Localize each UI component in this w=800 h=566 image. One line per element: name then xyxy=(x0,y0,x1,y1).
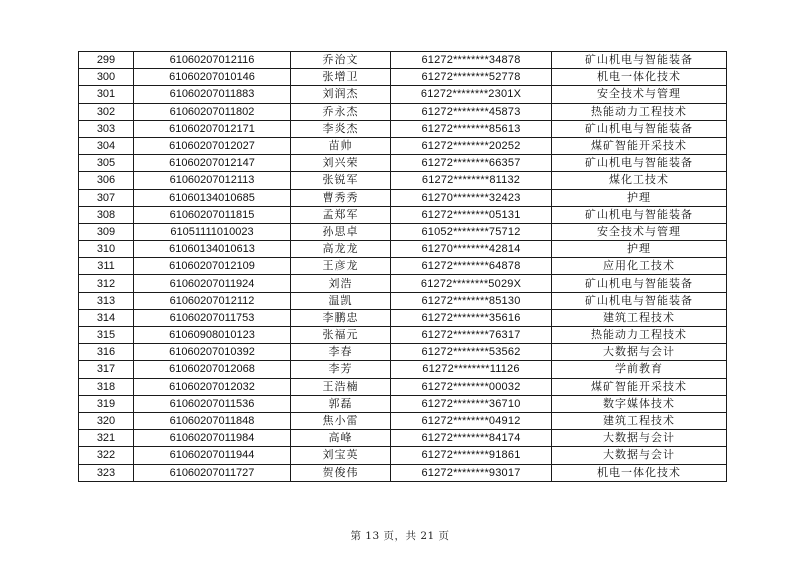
id-number-cell: 61272********84174 xyxy=(391,430,552,447)
table-row xyxy=(79,223,727,240)
exam-ticket-cell: 61060134010685 xyxy=(134,189,291,206)
row-number-cell: 320 xyxy=(79,412,134,429)
student-name-cell: 李春 xyxy=(291,344,391,361)
row-number-cell: 321 xyxy=(79,430,134,447)
id-number-cell: 61272********20252 xyxy=(391,137,552,154)
major-cell: 应用化工技术 xyxy=(552,258,727,275)
exam-ticket-cell: 61060207012027 xyxy=(134,137,291,154)
table-row xyxy=(79,361,727,378)
student-name-cell: 李芳 xyxy=(291,361,391,378)
table-row xyxy=(79,120,727,137)
exam-ticket-cell: 61060207011753 xyxy=(134,309,291,326)
id-number-cell: 61272********36710 xyxy=(391,395,552,412)
student-name-cell: 温凯 xyxy=(291,292,391,309)
row-number-cell: 315 xyxy=(79,327,134,344)
exam-ticket-cell: 61060207011536 xyxy=(134,395,291,412)
table-row xyxy=(79,103,727,120)
table-row xyxy=(79,430,727,447)
id-number-cell: 61272********52778 xyxy=(391,69,552,86)
table-row xyxy=(79,206,727,223)
exam-ticket-cell: 61060207012068 xyxy=(134,361,291,378)
major-cell: 护理 xyxy=(552,189,727,206)
table-row xyxy=(79,86,727,103)
row-number-cell: 311 xyxy=(79,258,134,275)
table-row xyxy=(79,447,727,464)
id-number-cell: 61272********85130 xyxy=(391,292,552,309)
major-cell: 热能动力工程技术 xyxy=(552,327,727,344)
exam-ticket-cell: 61060207012109 xyxy=(134,258,291,275)
id-number-cell: 61272********93017 xyxy=(391,464,552,481)
id-number-cell: 61272********45873 xyxy=(391,103,552,120)
student-name-cell: 苗帅 xyxy=(291,137,391,154)
major-cell: 安全技术与管理 xyxy=(552,86,727,103)
table-row xyxy=(79,69,727,86)
row-number-cell: 318 xyxy=(79,378,134,395)
student-name-cell: 张增卫 xyxy=(291,69,391,86)
student-name-cell: 郭磊 xyxy=(291,395,391,412)
row-number-cell: 308 xyxy=(79,206,134,223)
major-cell: 矿山机电与智能装备 xyxy=(552,52,727,69)
major-cell: 大数据与会计 xyxy=(552,344,727,361)
row-number-cell: 317 xyxy=(79,361,134,378)
row-number-cell: 322 xyxy=(79,447,134,464)
exam-ticket-cell: 61060207012171 xyxy=(134,120,291,137)
id-number-cell: 61272********66357 xyxy=(391,155,552,172)
exam-ticket-cell: 61060207010146 xyxy=(134,69,291,86)
exam-ticket-cell: 61060207010392 xyxy=(134,344,291,361)
exam-ticket-cell: 61060207011815 xyxy=(134,206,291,223)
row-number-cell: 319 xyxy=(79,395,134,412)
major-cell: 煤矿智能开采技术 xyxy=(552,137,727,154)
id-number-cell: 61272********53562 xyxy=(391,344,552,361)
table-row xyxy=(79,241,727,258)
id-number-cell: 61272********11126 xyxy=(391,361,552,378)
row-number-cell: 306 xyxy=(79,172,134,189)
major-cell: 护理 xyxy=(552,241,727,258)
student-name-cell: 刘润杰 xyxy=(291,86,391,103)
id-number-cell: 61272********05131 xyxy=(391,206,552,223)
exam-ticket-cell: 61060207011848 xyxy=(134,412,291,429)
row-number-cell: 305 xyxy=(79,155,134,172)
student-roster-table xyxy=(78,51,727,482)
id-number-cell: 61272********5029X xyxy=(391,275,552,292)
id-number-cell: 61272********85613 xyxy=(391,120,552,137)
major-cell: 数字媒体技术 xyxy=(552,395,727,412)
major-cell: 大数据与会计 xyxy=(552,447,727,464)
id-number-cell: 61272********04912 xyxy=(391,412,552,429)
id-number-cell: 61270********32423 xyxy=(391,189,552,206)
student-name-cell: 王彦龙 xyxy=(291,258,391,275)
exam-ticket-cell: 61060134010613 xyxy=(134,241,291,258)
student-name-cell: 孙思卓 xyxy=(291,223,391,240)
major-cell: 煤矿智能开采技术 xyxy=(552,378,727,395)
id-number-cell: 61272********76317 xyxy=(391,327,552,344)
student-name-cell: 乔治文 xyxy=(291,52,391,69)
student-name-cell: 刘兴荣 xyxy=(291,155,391,172)
exam-ticket-cell: 61060207011944 xyxy=(134,447,291,464)
exam-ticket-cell: 61060207011984 xyxy=(134,430,291,447)
id-number-cell: 61272********91861 xyxy=(391,447,552,464)
student-name-cell: 高龙龙 xyxy=(291,241,391,258)
table-row xyxy=(79,52,727,69)
row-number-cell: 302 xyxy=(79,103,134,120)
exam-ticket-cell: 61060908010123 xyxy=(134,327,291,344)
table-row xyxy=(79,327,727,344)
row-number-cell: 300 xyxy=(79,69,134,86)
row-number-cell: 312 xyxy=(79,275,134,292)
table-row xyxy=(79,275,727,292)
exam-ticket-cell: 61060207011883 xyxy=(134,86,291,103)
major-cell: 矿山机电与智能装备 xyxy=(552,155,727,172)
table-row xyxy=(79,258,727,275)
table-row xyxy=(79,395,727,412)
row-number-cell: 323 xyxy=(79,464,134,481)
exam-ticket-cell: 61060207011924 xyxy=(134,275,291,292)
major-cell: 机电一体化技术 xyxy=(552,464,727,481)
student-name-cell: 乔永杰 xyxy=(291,103,391,120)
table-row xyxy=(79,309,727,326)
major-cell: 煤化工技术 xyxy=(552,172,727,189)
id-number-cell: 61272********81132 xyxy=(391,172,552,189)
row-number-cell: 299 xyxy=(79,52,134,69)
major-cell: 机电一体化技术 xyxy=(552,69,727,86)
exam-ticket-cell: 61051111010023 xyxy=(134,223,291,240)
row-number-cell: 313 xyxy=(79,292,134,309)
row-number-cell: 310 xyxy=(79,241,134,258)
id-number-cell: 61272********64878 xyxy=(391,258,552,275)
student-name-cell: 李鹏忠 xyxy=(291,309,391,326)
id-number-cell: 61272********34878 xyxy=(391,52,552,69)
id-number-cell: 61272********35616 xyxy=(391,309,552,326)
student-name-cell: 张锐军 xyxy=(291,172,391,189)
row-number-cell: 301 xyxy=(79,86,134,103)
row-number-cell: 304 xyxy=(79,137,134,154)
exam-ticket-cell: 61060207012113 xyxy=(134,172,291,189)
student-name-cell: 曹秀秀 xyxy=(291,189,391,206)
major-cell: 大数据与会计 xyxy=(552,430,727,447)
row-number-cell: 307 xyxy=(79,189,134,206)
student-name-cell: 高峰 xyxy=(291,430,391,447)
student-name-cell: 焦小雷 xyxy=(291,412,391,429)
major-cell: 矿山机电与智能装备 xyxy=(552,206,727,223)
student-name-cell: 刘宝英 xyxy=(291,447,391,464)
student-name-cell: 孟郑军 xyxy=(291,206,391,223)
exam-ticket-cell: 61060207012032 xyxy=(134,378,291,395)
exam-ticket-cell: 61060207012147 xyxy=(134,155,291,172)
table-row xyxy=(79,378,727,395)
row-number-cell: 309 xyxy=(79,223,134,240)
table-row xyxy=(79,464,727,481)
table-row xyxy=(79,137,727,154)
major-cell: 建筑工程技术 xyxy=(552,412,727,429)
major-cell: 热能动力工程技术 xyxy=(552,103,727,120)
table-row xyxy=(79,292,727,309)
major-cell: 建筑工程技术 xyxy=(552,309,727,326)
exam-ticket-cell: 61060207011727 xyxy=(134,464,291,481)
student-name-cell: 王浩楠 xyxy=(291,378,391,395)
id-number-cell: 61052********75712 xyxy=(391,223,552,240)
major-cell: 矿山机电与智能装备 xyxy=(552,120,727,137)
major-cell: 学前教育 xyxy=(552,361,727,378)
roster-table-body xyxy=(79,52,727,482)
student-name-cell: 贺俊伟 xyxy=(291,464,391,481)
id-number-cell: 61272********00032 xyxy=(391,378,552,395)
exam-ticket-cell: 61060207012116 xyxy=(134,52,291,69)
table-row xyxy=(79,344,727,361)
exam-ticket-cell: 61060207012112 xyxy=(134,292,291,309)
major-cell: 矿山机电与智能装备 xyxy=(552,275,727,292)
major-cell: 矿山机电与智能装备 xyxy=(552,292,727,309)
student-name-cell: 张福元 xyxy=(291,327,391,344)
student-name-cell: 李炎杰 xyxy=(291,120,391,137)
exam-ticket-cell: 61060207011802 xyxy=(134,103,291,120)
row-number-cell: 314 xyxy=(79,309,134,326)
row-number-cell: 303 xyxy=(79,120,134,137)
id-number-cell: 61272********2301X xyxy=(391,86,552,103)
student-name-cell: 刘浩 xyxy=(291,275,391,292)
major-cell: 安全技术与管理 xyxy=(552,223,727,240)
id-number-cell: 61270********42814 xyxy=(391,241,552,258)
table-row xyxy=(79,172,727,189)
table-row xyxy=(79,155,727,172)
row-number-cell: 316 xyxy=(79,344,134,361)
table-row xyxy=(79,189,727,206)
table-row xyxy=(79,412,727,429)
page-footer: 第 13 页，共 21 页 xyxy=(350,530,450,542)
